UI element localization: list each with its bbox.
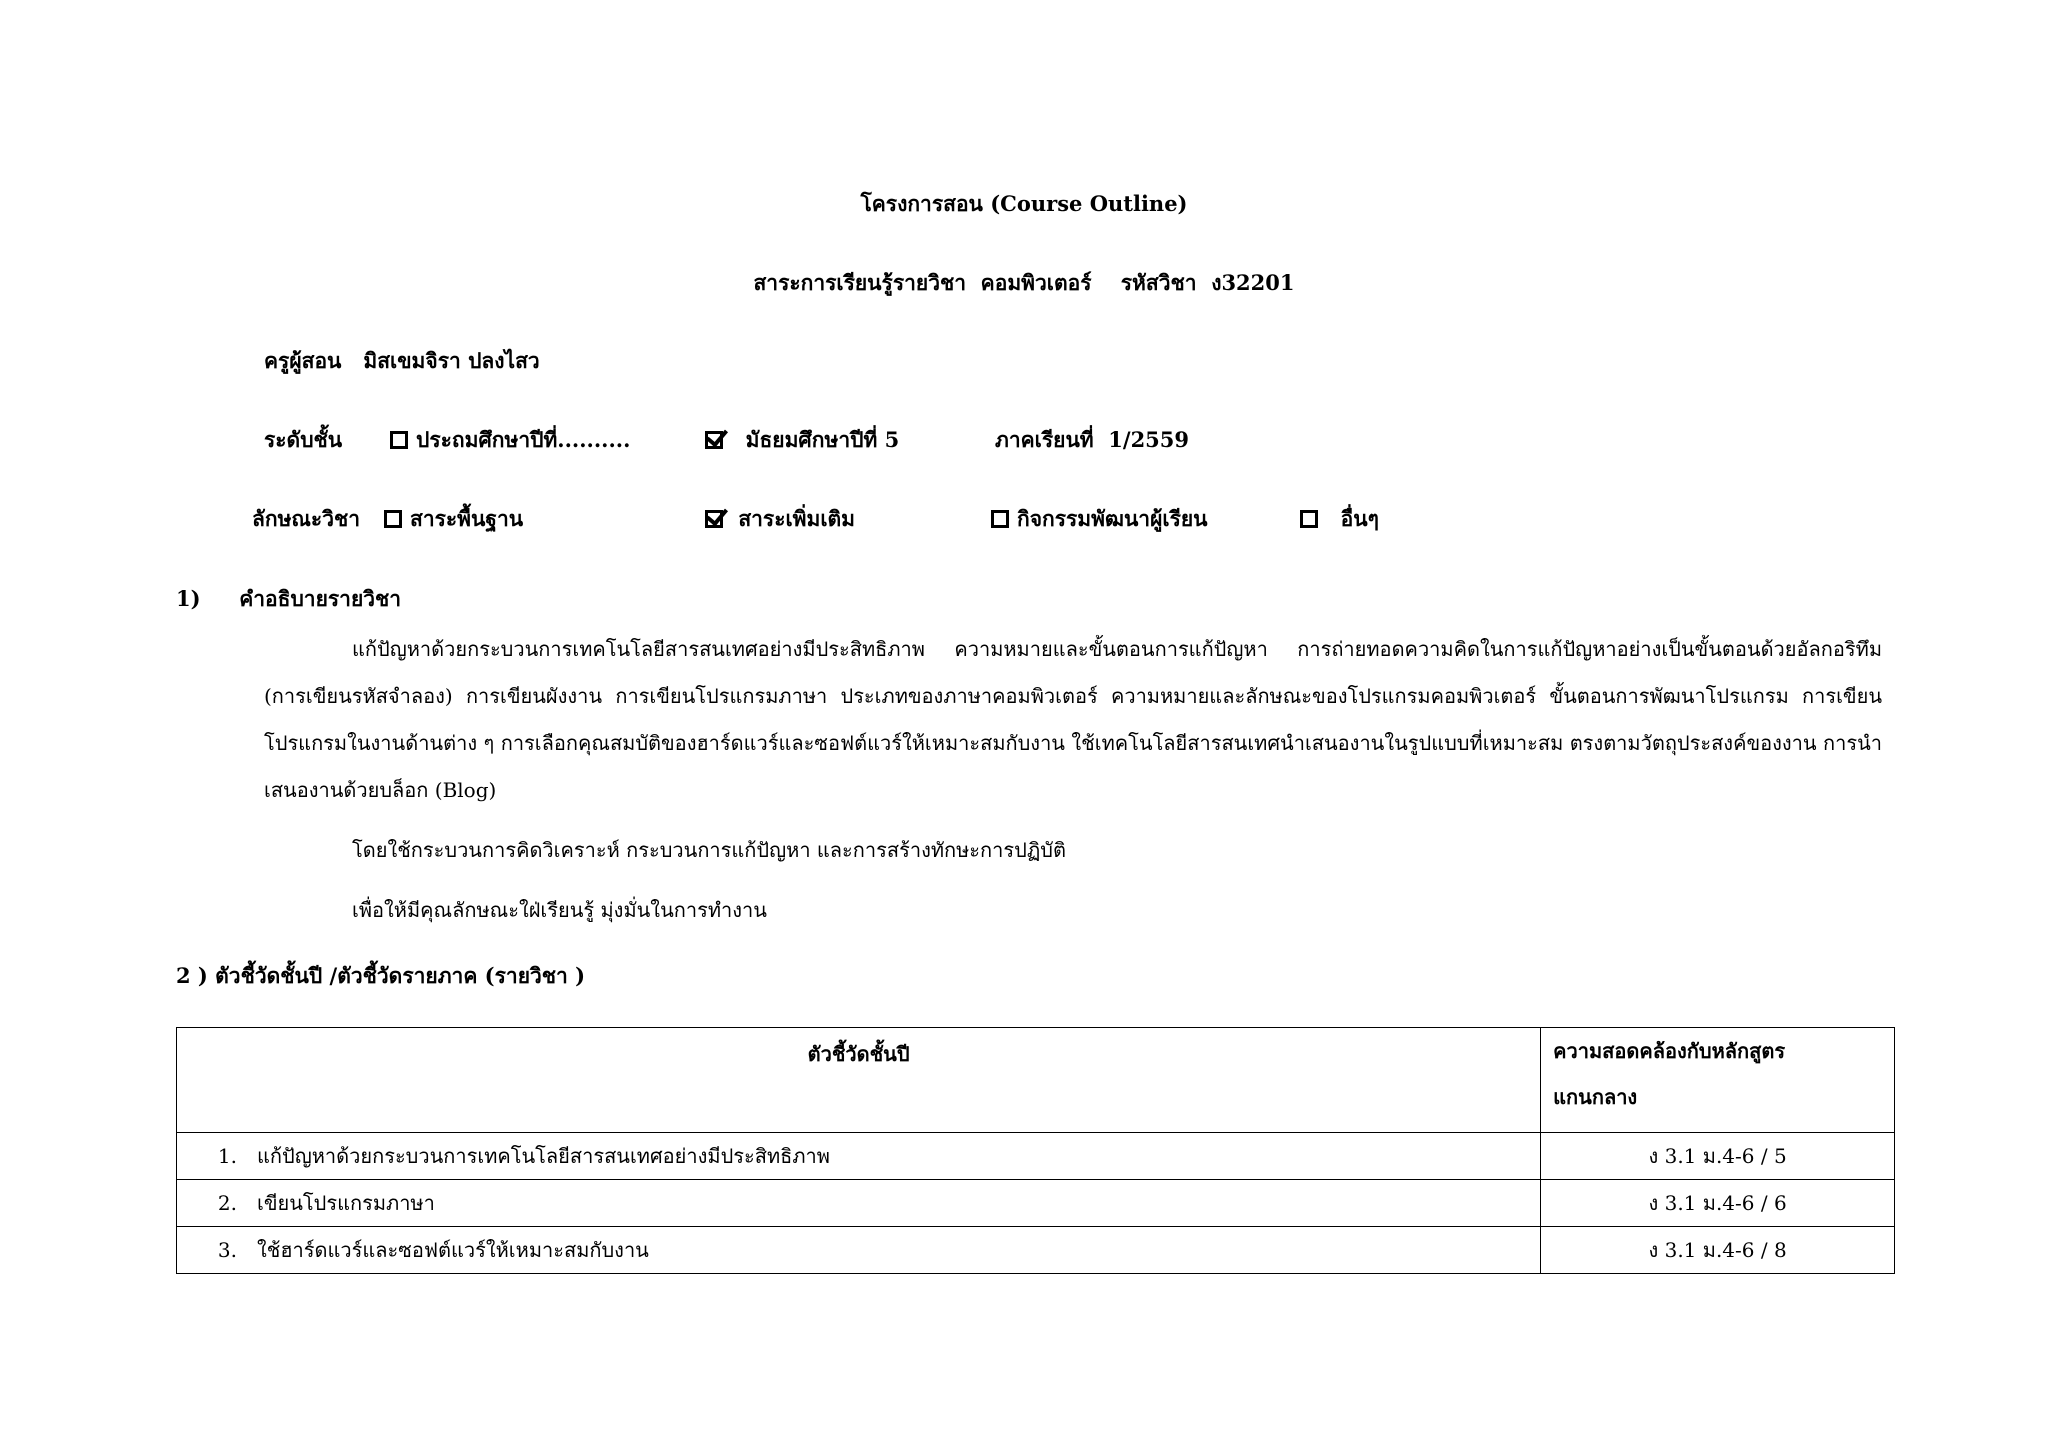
table-row — [177, 1227, 1895, 1274]
level-label: ระดับชั้น — [264, 427, 343, 452]
option-activity-label: กิจกรรมพัฒนาผู้เรียน — [1017, 506, 1208, 531]
indicator-cell — [177, 1180, 1541, 1227]
indicator-cell — [177, 1133, 1541, 1180]
term-info — [995, 424, 1189, 457]
level-primary-label: ประถมศึกษาปีที่.......... — [416, 427, 631, 452]
subject-type-option-basic[interactable] — [384, 503, 523, 536]
course-description-text: แก้ปัญหาด้วยกระบวนการเทคโนโลยีสารสนเทศอย่างมีประสิทธิภาพ ความหมายและขั้นตอนการแก้ปัญหา การถ่ายทอดความคิดในการแก้ปัญหาอย่างเป็นขั้นตอนด้วยอัลกอริทึม (การเขียนรหัสจำลอง) การเขียนผังงาน การเขียนโปรแกรมภาษา ประเภทของภาษาคอมพิวเตอร์ ความหมายและลักษณะของโปรแกรมคอมพิวเตอร์ ขั้นตอนการพัฒนาโปรแกรม การเขียนโปรแกรมในงานด้านต่าง ๆ การเลือกคุณสมบัติของฮาร์ดแวร์และซอฟต์แวร์ให้เหมาะสมกับงาน ใช้เทคโนโลยีสารสนเทศนำเสนองานในรูปแบบที่เหมาะสม ตรงตามวัตถุประสงค์ของงาน การนำเสนองานด้วยบล็อก (Blog) — [264, 637, 1882, 802]
option-basic-label: สาระพื้นฐาน — [410, 506, 524, 531]
term-label: ภาคเรียนที่ — [995, 427, 1094, 452]
indicator-text: แก้ปัญหาด้วยกระบวนการเทคโนโลยีสารสนเทศอย่างมีประสิทธิภาพ — [257, 1144, 830, 1168]
indicator-code: ง 3.1 ม.4-6 / 6 — [1541, 1180, 1895, 1227]
course-label: สาระการเรียนรู้รายวิชา — [753, 270, 967, 295]
table-row — [177, 1180, 1895, 1227]
course-description — [264, 626, 1882, 814]
attributes-line: เพื่อให้มีคุณลักษณะใฝ่เรียนรู้ มุ่งมั่นในการทำงาน — [352, 898, 767, 922]
level-primary-option[interactable] — [390, 424, 630, 457]
header-alignment-line2: แกนกลาง — [1553, 1085, 1638, 1109]
table-row — [177, 1133, 1895, 1180]
page-title: โครงการสอน (Course Outline) — [860, 191, 1188, 216]
course-subtitle — [0, 267, 2048, 300]
indicator-text: ใช้ฮาร์ดแวร์และซอฟต์แวร์ให้เหมาะสมกับงาน — [257, 1238, 649, 1262]
subject-type-label: ลักษณะวิชา — [252, 506, 361, 531]
process-line: โดยใช้กระบวนการคิดวิเคราะห์ กระบวนการแก้ปัญหา และการสร้างทักษะการปฏิบัติ — [352, 838, 1066, 862]
checkbox-other[interactable] — [1300, 510, 1318, 528]
section1-title: คำอธิบายรายวิชา — [239, 586, 402, 611]
section1-heading — [176, 583, 401, 616]
indicator-cell — [177, 1227, 1541, 1274]
header-alignment — [1541, 1028, 1895, 1133]
subject-type-option-activity[interactable] — [991, 503, 1208, 536]
teacher-row — [264, 345, 540, 378]
term-value: 1/2559 — [1108, 427, 1190, 452]
section1-number: 1) — [176, 586, 201, 611]
indicator-number: 3. — [217, 1238, 237, 1262]
course-name: คอมพิวเตอร์ — [980, 270, 1092, 295]
level-secondary-label: มัธยมศึกษาปีที่ 5 — [745, 427, 900, 452]
checkbox-activity[interactable] — [991, 510, 1009, 528]
code-label: รหัสวิชา — [1120, 270, 1197, 295]
indicators-table — [176, 1027, 1895, 1274]
checkbox-secondary[interactable] — [705, 431, 723, 449]
subject-type-option-additional[interactable] — [705, 503, 855, 536]
option-additional-label: สาระเพิ่มเติม — [738, 506, 856, 531]
table-header-row — [177, 1028, 1895, 1133]
level-secondary-option[interactable] — [705, 424, 899, 457]
teacher-label: ครูผู้สอน — [264, 348, 342, 373]
checkbox-primary[interactable] — [390, 431, 408, 449]
indicator-code: ง 3.1 ม.4-6 / 8 — [1541, 1227, 1895, 1274]
teacher-name: มิสเขมจิรา ปลงไสว — [363, 348, 540, 373]
option-other-label: อื่นๆ — [1340, 506, 1379, 531]
indicator-number: 2. — [217, 1191, 237, 1215]
header-alignment-line1: ความสอดคล้องกับหลักสูตร — [1553, 1039, 1786, 1063]
subject-type-option-other[interactable] — [1300, 503, 1379, 536]
course-code: ง32201 — [1211, 270, 1295, 295]
checkbox-additional[interactable] — [705, 510, 723, 528]
indicator-text: เขียนโปรแกรมภาษา — [257, 1191, 435, 1215]
indicator-code: ง 3.1 ม.4-6 / 5 — [1541, 1133, 1895, 1180]
checkbox-basic[interactable] — [384, 510, 402, 528]
section2-heading: 2 ) ตัวชี้วัดชั้นปี /ตัวชี้วัดรายภาค (รายวิชา ) — [176, 963, 586, 988]
indicator-number: 1. — [217, 1144, 237, 1168]
header-indicators: ตัวชี้วัดชั้นปี — [177, 1028, 1541, 1133]
